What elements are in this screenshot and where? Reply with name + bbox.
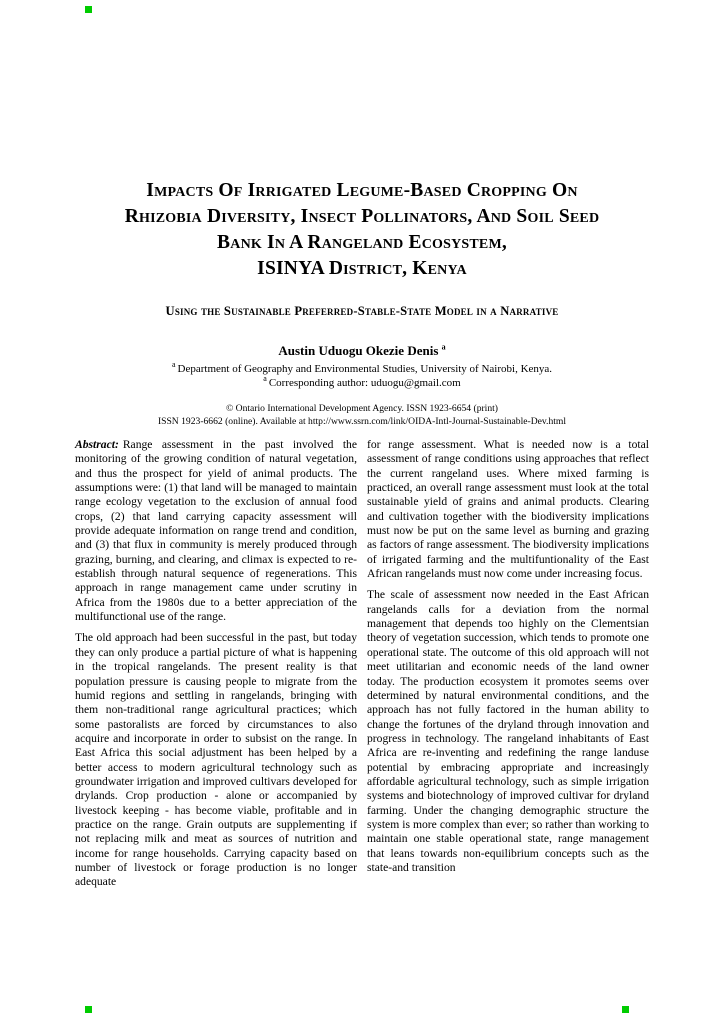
- author-name: Austin Uduogu Okezie Denis: [278, 343, 439, 358]
- paper-content: [75, 178, 649, 897]
- paper-title-line-4: ISINYA District, Kenya: [257, 258, 467, 279]
- corresponding-text: Corresponding author: uduogu@gmail.com: [268, 377, 461, 389]
- imprint-line-1: © Ontario International Development Agency. ISSN 1923-6654 (print): [225, 403, 499, 414]
- corner-mark-bottom-right: [622, 1006, 629, 1013]
- paper-title-line-2: Rhizobia Diversity, Insect Pollinators, And Soil Seed: [124, 206, 600, 227]
- abstract-paragraph-text: Range assessment in the past involved the monitoring of the growing condition of natural vegetation, and thus the prospect for yield of animal products. The assumptions were: (1) that land will be managed to maintain range ecology vegetation to the exclusion of annual food crops, (2) that land carrying capacity assessment will provide adequate information on range trend and condition, and (3) that flux in community is merely produced through grazing, burning, and clearing, and climax is expected to re-establish through natural sequence of regenerations. This approach in range management came under scrutiny in Africa from the 1980s due to a better appreciation of the multifunctional use of the range.: [75, 438, 357, 624]
- corresponding-author-line: [75, 376, 649, 390]
- paper-title-line-1: Impacts Of Irrigated Legume-Based Cropping On: [146, 180, 578, 201]
- column-left: [75, 438, 357, 897]
- paper-title: [75, 178, 649, 282]
- paper-title-line-3: Bank In A Rangeland Ecosystem,: [217, 232, 507, 253]
- author-note-mark: a: [441, 342, 446, 352]
- body-paragraph: The scale of assessment now needed in the East African rangelands calls for a deviation from the normal management that depends too highly on the Clementsian theory of vegetation succession, which tends to promote one operational state. The outcome of this old approach will not meet utilitarian and economic needs of the land owner today. The production ecosystem it promotes seems over determined by natural environmental conditions, and the approach has not fully factored in the human ability to change the fortunes of the dryland through innovation and progress in technology. The rangeland inhabitants of East Africa are re-inventing and redefining the range landuse potential by embracing appropriate and increasingly affordable agricultural technology, such as simple irrigation systems and biotechnology of improved cultivar for dryland farming. Under the changing demographic structure the system is more complex than ever; so rather than working to maintain one stable operational state, range management that leans towards non-equilibrium concepts such as the state-and transition: [367, 588, 649, 874]
- affiliation-block: [75, 362, 649, 390]
- corner-mark-top-left: [85, 6, 92, 13]
- abstract-label: Abstract:: [75, 438, 119, 451]
- body-paragraph: for range assessment. What is needed now is a total assessment of range conditions using approaches that reflect the current rangeland uses. Where mixed farming is practiced, an overall range assessment must look at the total sustainable yield of grains and animal products. Clearing and cultivation together with the biodiversity implications must now be put on the same level as burning and grazing as factors of range assessment. The biodiversity implications of irrigated farming and the multifuntionality of the East African rangelands must now come under increasing focus.: [367, 438, 649, 581]
- imprint-line-2: ISSN 1923-6662 (online). Available at http://www.ssrn.com/link/OIDA-Intl-Journal-Sustainable-Dev.html: [157, 416, 567, 427]
- corresponding-mark: a: [263, 374, 267, 384]
- affiliation-text: Department of Geography and Environmental Studies, University of Nairobi, Kenya.: [177, 363, 553, 375]
- corner-mark-bottom-left: [85, 1006, 92, 1013]
- affiliation-line: [75, 362, 649, 376]
- body-paragraph: The old approach had been successful in the past, but today they can only produce a partial picture of what is happening in the tropical rangelands. The present reality is that population pressure is causing people to migrate from the humid regions and settling in rangelands, bringing with them non-traditional range agricultural practices; which some pastoralists are forced by circumstances to also acquire and incorporate in order to subsist on the range. In East Africa this social adjustment has been helped by a better access to modern agricultural technology such as groundwater irrigation and improved cultivars developed for drylands. Crop production - alone or accompanied by livestock keeping - has become viable, profitable and in practice on the range. Grain outputs are supplementing if not replacing milk and meat as sources of nutrition and income for range households. Carrying capacity based on number of livestock or forage production is no longer adequate: [75, 631, 357, 889]
- imprint-block: [75, 402, 649, 428]
- author-line: [75, 343, 649, 359]
- affiliation-mark: a: [171, 360, 176, 370]
- paper-subtitle: Using the Sustainable Preferred-Stable-State Model in a Narrative: [165, 304, 559, 318]
- column-right: [367, 438, 649, 897]
- abstract-paragraph: [75, 438, 357, 624]
- abstract-columns: [75, 438, 649, 897]
